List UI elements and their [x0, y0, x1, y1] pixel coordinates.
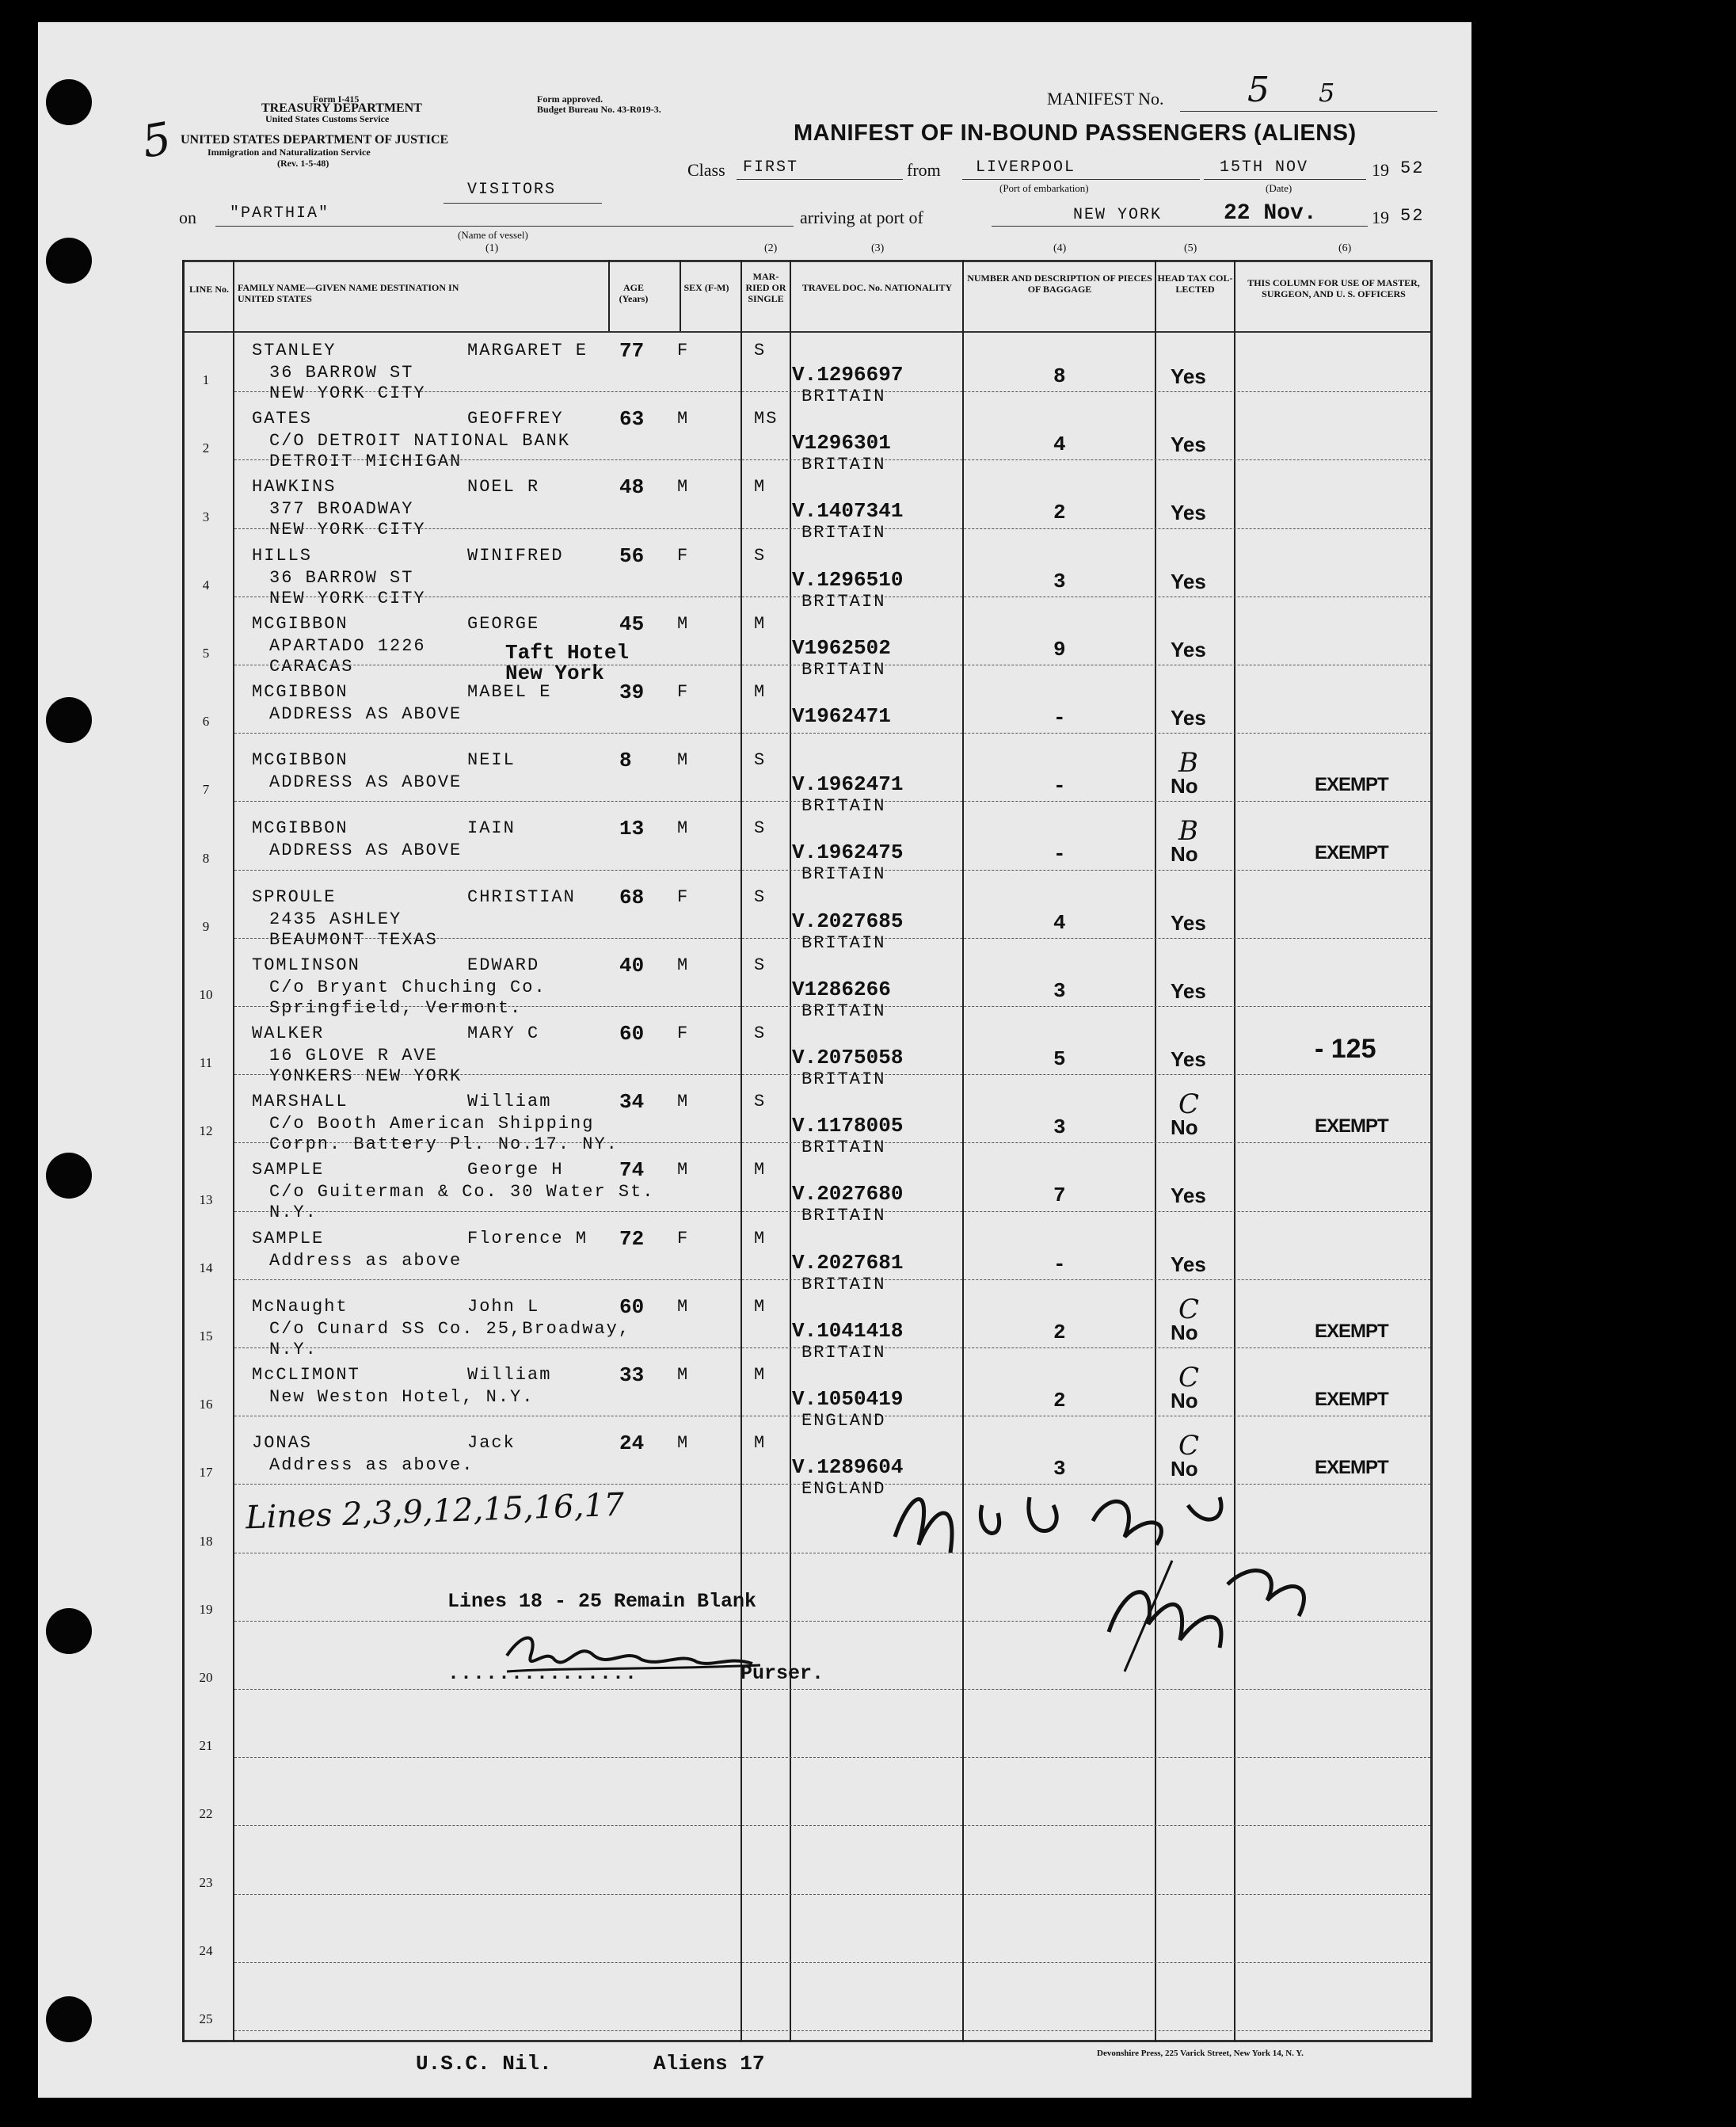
- passenger-baggage: 5: [1053, 1047, 1066, 1071]
- passenger-family-name: McCLIMONT: [252, 1365, 360, 1385]
- passenger-age: 56: [619, 543, 645, 568]
- punch-hole: [46, 79, 92, 125]
- passenger-family-name: MCGIBBON: [252, 818, 348, 839]
- passenger-age: 45: [619, 612, 645, 636]
- passenger-travel-doc: V.1296697: [792, 363, 904, 387]
- passenger-address-line2: DETROIT MICHIGAN: [269, 452, 463, 472]
- passenger-marital-status: M: [754, 477, 767, 497]
- line-number: 12: [199, 1123, 213, 1139]
- passenger-sex: M: [677, 818, 690, 839]
- passenger-sex: M: [677, 1296, 690, 1317]
- passenger-address-line2: NEW YORK CITY: [269, 520, 426, 540]
- col-num-4: (4): [1053, 242, 1067, 254]
- header-baggage: NUMBER AND DESCRIPTION OF PIECES OF BAGGAGE: [967, 273, 1152, 295]
- passenger-head-tax: Yes: [1171, 706, 1206, 730]
- passenger-sex: M: [677, 1092, 690, 1112]
- passenger-sex: M: [677, 613, 690, 634]
- head-tax-mark: C: [1178, 1293, 1200, 1325]
- officer-amount: - 125: [1315, 1034, 1376, 1064]
- passenger-nationality: BRITAIN: [801, 387, 886, 406]
- from-value: LIVERPOOL: [976, 158, 1076, 177]
- department-of-justice: UNITED STATES DEPARTMENT OF JUSTICE: [181, 133, 449, 147]
- passenger-sex: F: [677, 545, 690, 566]
- col-num-2: (2): [764, 242, 778, 254]
- passenger-baggage: 2: [1053, 1320, 1066, 1344]
- passenger-head-tax: Yes: [1171, 978, 1206, 1003]
- passenger-nationality: BRITAIN: [801, 1001, 886, 1021]
- passenger-nationality: ENGLAND: [801, 1479, 886, 1500]
- passenger-marital-status: S: [754, 750, 767, 771]
- passenger-marital-status: S: [754, 1023, 767, 1043]
- row-divider: [234, 1825, 1430, 1826]
- row-divider: [234, 2030, 1430, 2031]
- passenger-marital-status: M: [754, 1228, 767, 1248]
- passenger-given-name: NOEL R: [467, 477, 540, 497]
- line-number: 20: [199, 1670, 213, 1685]
- passenger-baggage: 3: [1053, 978, 1066, 1003]
- passenger-marital-status: M: [754, 682, 767, 702]
- row-divider: [234, 1894, 1430, 1895]
- treasury-department: TREASURY DEPARTMENT: [261, 101, 422, 115]
- punch-hole: [46, 1153, 92, 1199]
- purser-label: Purser.: [740, 1662, 824, 1685]
- passenger-given-name: EDWARD: [467, 955, 540, 975]
- passenger-nationality: BRITAIN: [801, 523, 886, 543]
- passenger-address-line2: Corpn. Battery Pl. No.17. NY.: [269, 1134, 619, 1155]
- passenger-address-line1: 16 GLOVE R AVE: [269, 1046, 438, 1065]
- visitors-label: VISITORS: [467, 181, 557, 199]
- head-tax-mark: C: [1178, 1362, 1200, 1393]
- passenger-head-tax: No: [1171, 1389, 1198, 1412]
- passenger-given-name: George H: [467, 1160, 564, 1180]
- passenger-travel-doc: V.1041418: [792, 1318, 904, 1343]
- passenger-family-name: MCGIBBON: [252, 682, 348, 702]
- passenger-family-name: SAMPLE: [252, 1228, 325, 1248]
- passenger-baggage: 3: [1053, 1457, 1066, 1481]
- remain-blank-note: Lines 18 - 25 Remain Blank: [447, 1590, 757, 1613]
- passenger-family-name: SPROULE: [252, 886, 337, 907]
- passenger-head-tax: Yes: [1171, 501, 1206, 525]
- passenger-address-line2: N.Y.: [269, 1339, 318, 1359]
- row-divider: [234, 1962, 1430, 1963]
- passenger-marital-status: M: [754, 613, 767, 634]
- year-value: 52: [1400, 158, 1425, 178]
- punch-hole: [46, 1996, 92, 2042]
- passenger-baggage: -: [1053, 1252, 1066, 1276]
- passenger-nationality: BRITAIN: [801, 796, 886, 817]
- passenger-sex: F: [677, 886, 690, 907]
- passenger-address-line2: N.Y.: [269, 1203, 318, 1223]
- purser-signature: [491, 1624, 776, 1687]
- row-divider: [234, 1757, 1430, 1758]
- passenger-address-line2: CARACAS: [269, 656, 354, 677]
- form-number: Form I-415: [313, 93, 360, 105]
- passenger-sex: M: [677, 1433, 690, 1454]
- passenger-address-line1: C/o Guiterman & Co. 30 Water St.: [269, 1182, 655, 1203]
- header-age: AGE (Years): [619, 282, 649, 304]
- passenger-head-tax: No: [1171, 1115, 1198, 1140]
- passenger-age: 34: [619, 1090, 645, 1115]
- embark-date: 15TH NOV: [1220, 158, 1309, 177]
- line-number: 11: [199, 1055, 213, 1071]
- class-label: Class: [687, 160, 725, 180]
- passenger-marital-status: M: [754, 1296, 767, 1317]
- punch-hole: [46, 1608, 92, 1654]
- passenger-address-line1: APARTADO 1226: [269, 635, 426, 656]
- passenger-travel-doc: V.1962471: [792, 772, 904, 797]
- passenger-given-name: MARY C: [467, 1023, 540, 1043]
- passenger-travel-doc: V1962471: [792, 704, 891, 728]
- col-num-5: (5): [1184, 242, 1197, 254]
- class-value: FIRST: [743, 158, 799, 177]
- passenger-baggage: 4: [1053, 910, 1066, 935]
- passenger-given-name: Jack: [467, 1433, 516, 1454]
- passenger-baggage: -: [1053, 842, 1066, 867]
- passenger-travel-doc: V.2075058: [792, 1046, 904, 1069]
- passenger-given-name: GEOFFREY: [467, 409, 564, 429]
- printer-credit: Devonshire Press, 225 Varick Street, New York 14, N. Y.: [1097, 2049, 1304, 2058]
- exempt-stamp: EXEMPT: [1315, 1457, 1388, 1479]
- passenger-family-name: SAMPLE: [252, 1160, 325, 1180]
- passenger-address-line1: Address as above.: [269, 1455, 474, 1476]
- head-tax-mark: B: [1178, 815, 1198, 848]
- passenger-travel-doc: V.1407341: [792, 499, 904, 524]
- passenger-sex: M: [677, 955, 690, 975]
- passenger-marital-status: S: [754, 545, 767, 566]
- passenger-age: 48: [619, 475, 645, 500]
- line-number: 9: [202, 918, 210, 934]
- line-number: 25: [199, 2011, 213, 2026]
- passenger-family-name: McNaught: [252, 1296, 348, 1317]
- passenger-age: 60: [619, 1294, 645, 1319]
- passenger-travel-doc: V.1962475: [792, 841, 904, 865]
- passenger-address-line1: C/o Booth American Shipping: [269, 1114, 595, 1134]
- passenger-travel-doc: V.1289604: [792, 1455, 904, 1480]
- passenger-address-line1: 36 BARROW ST: [269, 567, 414, 588]
- passenger-marital-status: M: [754, 1433, 767, 1454]
- passenger-baggage: -: [1053, 706, 1066, 730]
- manifest-number: 5: [1247, 70, 1270, 110]
- passenger-sex: M: [677, 409, 690, 429]
- header-travel-doc: TRAVEL DOC. No. NATIONALITY: [801, 282, 953, 293]
- line-number: 7: [202, 782, 210, 798]
- passenger-nationality: BRITAIN: [801, 1206, 886, 1226]
- row-divider: [234, 1689, 1430, 1690]
- header-line-no: LINE No.: [188, 284, 229, 295]
- passenger-age: 24: [619, 1431, 645, 1456]
- passenger-marital-status: S: [754, 1092, 767, 1112]
- line-number: 4: [202, 577, 210, 593]
- passenger-age: 68: [619, 885, 645, 909]
- from-label: from: [907, 160, 941, 180]
- passenger-head-tax: No: [1171, 1320, 1198, 1344]
- page-title: MANIFEST OF IN-BOUND PASSENGERS (ALIENS): [794, 120, 1357, 146]
- passenger-address-line1: 36 BARROW ST: [269, 363, 414, 383]
- passenger-address-line2: NEW YORK CITY: [269, 588, 426, 608]
- passenger-family-name: JONAS: [252, 1433, 313, 1454]
- line-number: 24: [199, 1942, 213, 1958]
- arrival-year-prefix: 19: [1372, 208, 1389, 227]
- passenger-head-tax: Yes: [1171, 1252, 1206, 1276]
- passenger-travel-doc: V.2027680: [792, 1182, 904, 1206]
- vessel-caption: (Name of vessel): [458, 229, 528, 241]
- passenger-address-line1: C/O DETROIT NATIONAL BANK: [269, 431, 571, 452]
- passenger-travel-doc: V.1178005: [792, 1114, 904, 1138]
- exempt-stamp: EXEMPT: [1315, 774, 1388, 796]
- passenger-family-name: MARSHALL: [252, 1092, 348, 1112]
- passenger-given-name: John L: [467, 1296, 540, 1317]
- passenger-sex: M: [677, 750, 690, 771]
- line-number: 1: [202, 372, 210, 388]
- passenger-sex: M: [677, 1365, 690, 1385]
- passenger-travel-doc: V.2027681: [792, 1250, 904, 1275]
- passenger-head-tax: No: [1171, 842, 1198, 867]
- header-married: MAR-RIED OR SINGLE: [745, 271, 786, 304]
- passenger-age: 39: [619, 680, 645, 704]
- line-number: 14: [199, 1260, 213, 1275]
- arrival-year: 52: [1400, 206, 1425, 226]
- passenger-address-line1: 377 BROADWAY: [269, 499, 414, 520]
- passenger-given-name: Florence M: [467, 1228, 588, 1248]
- officer-signature: [887, 1473, 1331, 1679]
- passenger-family-name: GATES: [252, 409, 313, 429]
- passenger-family-name: HILLS: [252, 545, 313, 566]
- revision: (Rev. 1-5-48): [277, 158, 329, 169]
- passenger-age: 13: [619, 817, 645, 841]
- passenger-baggage: 2: [1053, 1389, 1066, 1412]
- passenger-baggage: 9: [1053, 637, 1066, 661]
- passenger-given-name: MARGARET E: [467, 341, 588, 360]
- passenger-given-name: William: [467, 1365, 552, 1385]
- passenger-family-name: HAWKINS: [252, 477, 337, 497]
- passenger-nationality: BRITAIN: [801, 1069, 886, 1089]
- line-number: 21: [199, 1738, 213, 1754]
- head-tax-mark: C: [1178, 1088, 1200, 1121]
- passenger-sex: F: [677, 1023, 690, 1043]
- line-number: 22: [199, 1806, 213, 1822]
- passenger-baggage: 8: [1053, 364, 1066, 388]
- passenger-baggage: -: [1053, 774, 1066, 799]
- passenger-given-name: GEORGE: [467, 613, 540, 634]
- passenger-travel-doc: V1962502: [792, 635, 891, 660]
- passenger-baggage: 7: [1053, 1184, 1066, 1208]
- margin-mark: 5: [138, 112, 176, 169]
- line-number: 15: [199, 1328, 213, 1344]
- passenger-address-line2: YONKERS NEW YORK: [269, 1066, 463, 1086]
- header-sex: SEX (F-M): [683, 282, 729, 293]
- passenger-head-tax: Yes: [1171, 1184, 1206, 1208]
- head-tax-mark: C: [1178, 1430, 1200, 1462]
- passenger-address-line1: Address as above: [269, 1250, 463, 1271]
- passenger-given-name: MABEL E: [467, 682, 552, 702]
- passenger-given-name: CHRISTIAN: [467, 886, 576, 907]
- passenger-sex: M: [677, 1160, 690, 1180]
- manifest-number-hand: 5: [1319, 78, 1335, 108]
- on-label: on: [179, 208, 196, 227]
- immigration-service: Immigration and Naturalization Service: [207, 147, 371, 158]
- passenger-nationality: BRITAIN: [801, 1274, 886, 1294]
- arrival-date: 22 Nov.: [1224, 201, 1317, 226]
- passenger-marital-status: M: [754, 1160, 767, 1180]
- date-caption: (Date): [1266, 182, 1292, 194]
- row-divider: [234, 733, 1430, 734]
- passenger-age: 40: [619, 953, 645, 978]
- passenger-sex: F: [677, 682, 690, 702]
- passenger-age: 77: [619, 339, 645, 363]
- passenger-address-line1: 2435 ASHLEY: [269, 909, 402, 929]
- passenger-address-line1: ADDRESS AS ABOVE: [269, 772, 463, 793]
- line-number: 3: [202, 509, 210, 524]
- passenger-address-line1: ADDRESS AS ABOVE: [269, 704, 463, 724]
- passenger-nationality: BRITAIN: [801, 591, 886, 612]
- exempt-stamp: EXEMPT: [1315, 1320, 1388, 1342]
- passenger-given-name: WINIFRED: [467, 545, 564, 566]
- passenger-family-name: WALKER: [252, 1023, 325, 1043]
- embarkation-caption: (Port of embarkation): [999, 182, 1089, 194]
- passenger-nationality: BRITAIN: [801, 455, 886, 475]
- passenger-given-name: William: [467, 1092, 552, 1112]
- line-number: 17: [199, 1465, 213, 1481]
- passenger-head-tax: Yes: [1171, 569, 1206, 593]
- passenger-head-tax: Yes: [1171, 910, 1206, 935]
- passenger-head-tax: No: [1171, 1457, 1198, 1481]
- col-num-1: (1): [485, 242, 499, 254]
- passenger-address-line1: C/o Bryant Chuching Co.: [269, 977, 546, 997]
- passenger-nationality: BRITAIN: [801, 1342, 886, 1363]
- line-number: 16: [199, 1397, 213, 1412]
- manifest-label: MANIFEST No.: [1047, 89, 1164, 109]
- line-number: 2: [202, 440, 210, 456]
- passenger-age: 72: [619, 1226, 645, 1251]
- header-officers: THIS COLUMN FOR USE OF MASTER, SURGEON, AND U. S. OFFICERS: [1247, 277, 1420, 299]
- passenger-address-amended2: New York: [505, 661, 604, 685]
- passenger-marital-status: S: [754, 955, 767, 975]
- passenger-address-line1: New Weston Hotel, N.Y.: [269, 1387, 535, 1407]
- passenger-marital-status: MS: [754, 409, 779, 429]
- budget-bureau: Budget Bureau No. 43-R019-3.: [537, 104, 661, 115]
- usc-count: U.S.C. Nil.: [416, 2052, 552, 2076]
- passenger-sex: M: [677, 477, 690, 497]
- passenger-address-line1: C/o Cunard SS Co. 25,Broadway,: [269, 1318, 631, 1339]
- passenger-address-line2: NEW YORK CITY: [269, 383, 426, 403]
- line-number: 13: [199, 1191, 213, 1207]
- passenger-head-tax: Yes: [1171, 1047, 1206, 1071]
- exempt-stamp: EXEMPT: [1315, 842, 1388, 864]
- col-num-3: (3): [871, 242, 885, 254]
- passenger-head-tax: Yes: [1171, 637, 1206, 661]
- passenger-head-tax: Yes: [1171, 364, 1206, 388]
- passenger-nationality: BRITAIN: [801, 864, 886, 885]
- line-number: 23: [199, 1874, 213, 1890]
- passenger-address-line2: Springfield, Vermont.: [269, 997, 523, 1018]
- aliens-count: Aliens 17: [653, 2052, 765, 2076]
- passenger-travel-doc: V.2027685: [792, 909, 904, 933]
- col-num-6: (6): [1338, 242, 1352, 254]
- passenger-baggage: 3: [1053, 569, 1066, 593]
- passenger-age: 74: [619, 1158, 645, 1183]
- passenger-address-line1: ADDRESS AS ABOVE: [269, 841, 463, 861]
- line-number: 8: [202, 850, 210, 866]
- arrival-port: NEW YORK: [1073, 206, 1163, 224]
- passenger-travel-doc: V.1050419: [792, 1387, 904, 1411]
- passenger-travel-doc: V1286266: [792, 977, 891, 1001]
- passenger-family-name: TOMLINSON: [252, 955, 360, 975]
- passenger-baggage: 2: [1053, 501, 1066, 525]
- head-tax-mark: B: [1178, 747, 1198, 780]
- passenger-head-tax: Yes: [1171, 433, 1206, 457]
- passenger-marital-status: S: [754, 818, 767, 839]
- arriving-label: arriving at port of: [800, 208, 923, 227]
- manifest-page: [38, 22, 1471, 2098]
- passenger-family-name: MCGIBBON: [252, 750, 348, 771]
- passenger-marital-status: M: [754, 1365, 767, 1385]
- passenger-sex: F: [677, 341, 690, 360]
- year-prefix: 19: [1372, 160, 1389, 180]
- passenger-address-line2: BEAUMONT TEXAS: [269, 929, 438, 950]
- passenger-age: 63: [619, 407, 645, 432]
- purser-dots: ...............: [447, 1662, 638, 1685]
- vessel-name: "PARTHIA": [230, 204, 330, 223]
- punch-hole: [46, 697, 92, 743]
- customs-service: United States Customs Service: [265, 113, 390, 124]
- header-head-tax: HEAD TAX COL-LECTED: [1157, 273, 1233, 295]
- passenger-marital-status: S: [754, 341, 767, 360]
- passenger-age: 8: [619, 749, 632, 773]
- line-number: 6: [202, 714, 210, 730]
- exempt-stamp: EXEMPT: [1315, 1389, 1388, 1410]
- passenger-age: 33: [619, 1363, 645, 1387]
- passenger-given-name: NEIL: [467, 750, 516, 771]
- handwritten-lines-note: Lines 2,3,9,12,15,16,17: [245, 1486, 625, 1537]
- form-approved: Form approved.: [537, 93, 603, 105]
- line-number: 5: [202, 646, 210, 661]
- passenger-family-name: MCGIBBON: [252, 613, 348, 634]
- passenger-family-name: STANLEY: [252, 341, 337, 360]
- punch-hole: [46, 238, 92, 284]
- passenger-travel-doc: V.1296510: [792, 567, 904, 592]
- passenger-nationality: BRITAIN: [801, 1138, 886, 1158]
- passenger-nationality: BRITAIN: [801, 932, 886, 953]
- passenger-travel-doc: V1296301: [792, 431, 891, 456]
- passenger-baggage: 4: [1053, 433, 1066, 457]
- passenger-address-amended1: Taft Hotel: [505, 640, 630, 665]
- passenger-head-tax: No: [1171, 774, 1198, 799]
- passenger-given-name: IAIN: [467, 818, 516, 839]
- header-name: FAMILY NAME—GIVEN NAME DESTINATION IN UNITED STATES: [238, 282, 459, 304]
- passenger-age: 60: [619, 1022, 645, 1046]
- passenger-nationality: BRITAIN: [801, 659, 886, 680]
- line-number: 19: [199, 1601, 213, 1617]
- passenger-baggage: 3: [1053, 1115, 1066, 1140]
- line-number: 18: [199, 1533, 213, 1549]
- line-number: 10: [199, 987, 213, 1002]
- passenger-sex: F: [677, 1228, 690, 1248]
- passenger-nationality: ENGLAND: [801, 1411, 886, 1431]
- exempt-stamp: EXEMPT: [1315, 1115, 1388, 1138]
- passenger-marital-status: S: [754, 886, 767, 907]
